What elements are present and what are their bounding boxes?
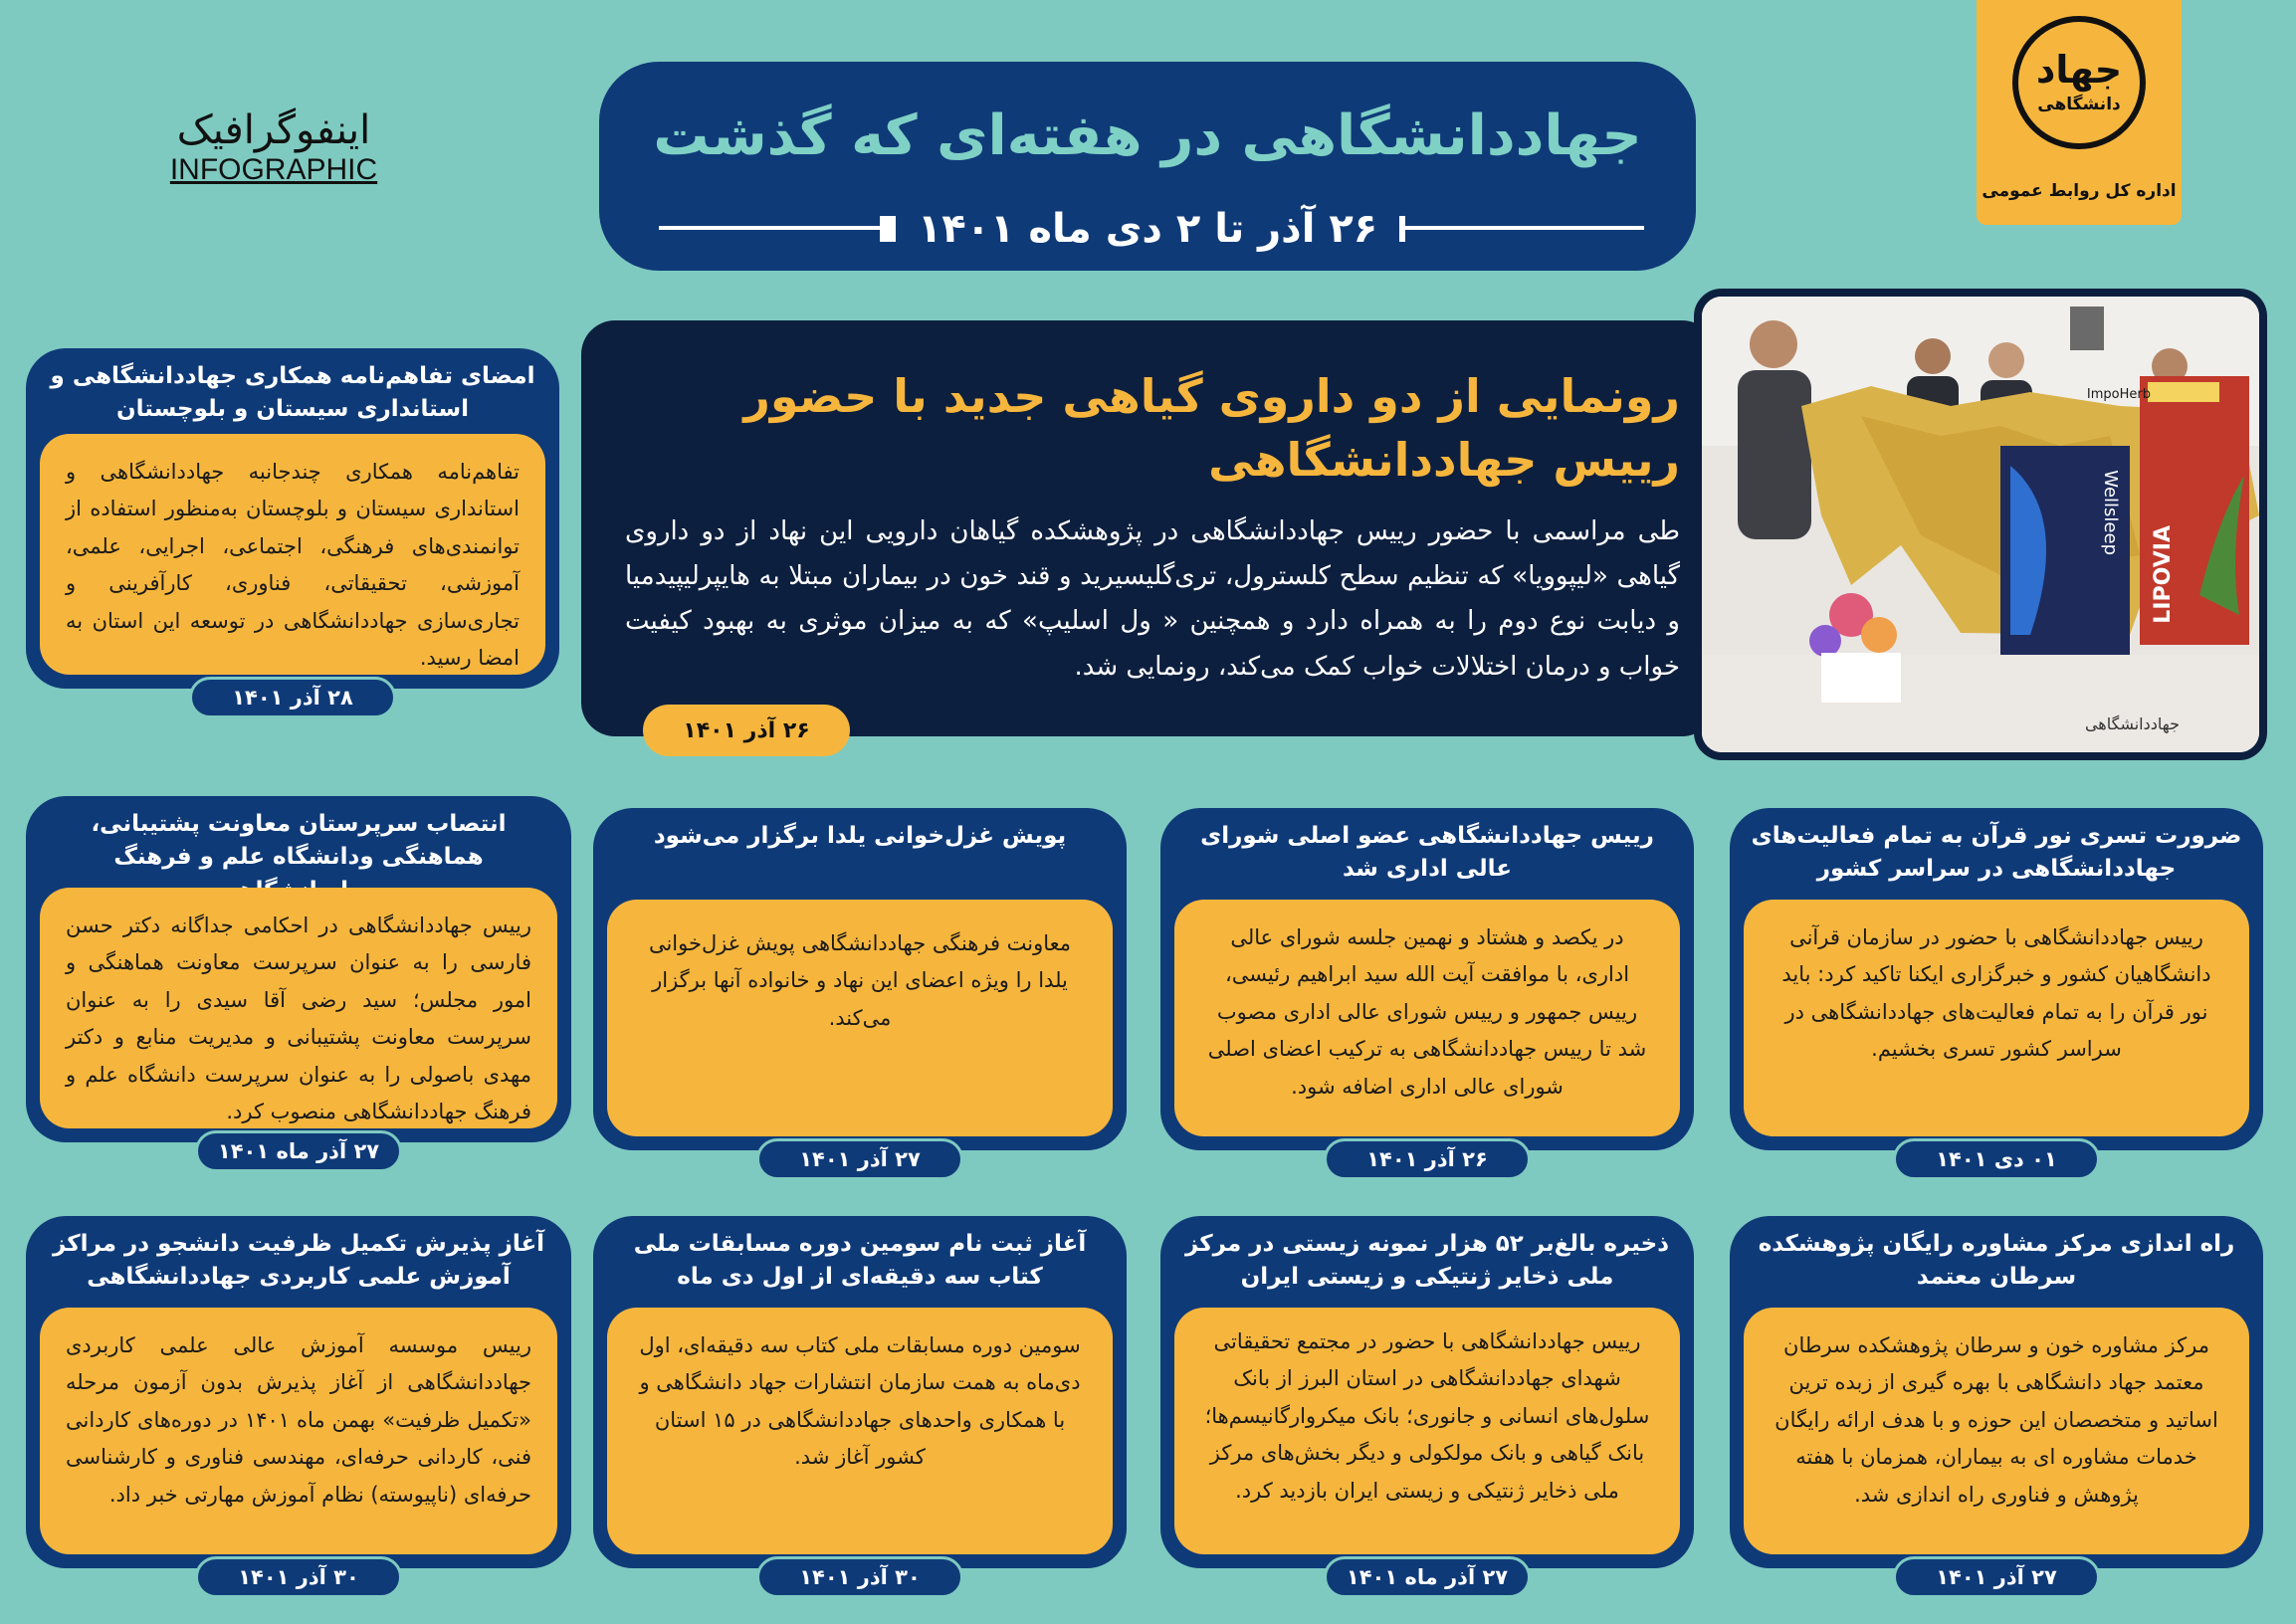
featured-title: رونمایی از دو داروی گیاهی جدید با حضور رییس جهاددانشگاهی	[743, 369, 1680, 488]
photo-watermark: جهاددانشگاهی	[2084, 714, 2180, 733]
news-card-date: ۲۶ آذر ۱۴۰۱	[1324, 1138, 1531, 1180]
news-card	[26, 796, 571, 1163]
news-card-body: رییس جهاددانشگاهی با حضور در سازمان قرآنی دانشگاهیان کشور و خبرگزاری ایکنا تاکید کرد: باید نور قرآن را به تمام فعالیت‌های جهاددانشگاهی در سراسر کشور تسری بخشیم.	[1744, 900, 2249, 1136]
news-card	[1160, 808, 1694, 1171]
news-card	[1160, 1216, 1694, 1589]
news-card-date: ۳۰ آذر ۱۴۰۱	[195, 1556, 402, 1598]
news-card-title: ذخیره بالغ‌بر ۵۲ هزار نمونه زیستی در مرکز ملی ذخایر ژنتیکی و زیستی ایران	[1184, 1231, 1669, 1291]
news-card	[593, 1216, 1127, 1589]
news-card-body: در یکصد و هشتاد و نهمین جلسه شورای عالی اداری، با موافقت آیت الله سید ابراهیم رئیسی، رییس جمهور و رییس شورای عالی اداری مصوب شد تا رییس جهاددانشگاهی به ترکیب اعضای اصلی شورای عالی اداری اضافه شود.	[1174, 900, 1680, 1136]
logo-main-text: جهاد	[2035, 48, 2123, 92]
news-card-date: ۲۷ آذر ماه ۱۴۰۱	[195, 1130, 402, 1172]
news-card-title: آغاز پذیرش تکمیل ظرفیت دانشجو در مراکز آموزش علمی کاربردی جهاددانشگاهی	[52, 1231, 545, 1291]
news-card-body: رییس جهاددانشگاهی در احکامی جداگانه دکتر حسن فارسی را به عنوان سرپرست معاونت هماهنگی و امور مجلس؛ سید رضی آقا سیدی را به عنوان سرپرست معاونت پشتیبانی و مدیریت منابع و دکتر مهدی باصولی را به عنوان سرپرست دانشگاه علم و فرهنگ جهاددانشگاهی منصوب کرد.	[40, 888, 557, 1128]
news-card	[1730, 1216, 2263, 1589]
news-card-title: پویش غزل‌خوانی یلدا برگزار می‌شود	[653, 823, 1067, 849]
logo-emblem	[2012, 16, 2146, 149]
news-card-body: مرکز مشاوره خون و سرطان پژوهشکده سرطان معتمد جهاد دانشگاهی با بهره گیری از زبده ترین اساتید و متخصصان این حوزه و با هدف ارائه رایگان خدمات مشاوره ای به بیماران، همزمان با هفته پژوهش و فناوری راه اندازی شد.	[1744, 1308, 2249, 1554]
news-card-date: ۲۷ آذر ۱۴۰۱	[756, 1138, 963, 1180]
news-card-title: راه اندازی مرکز مشاوره رایگان پژوهشکده سرطان معتمد	[1758, 1231, 2235, 1291]
page-title: جهاددانشگاهی در هفته‌ای که گذشت	[653, 103, 1642, 168]
logo-sub-text: دانشگاهی	[2037, 95, 2121, 114]
news-card	[26, 348, 559, 710]
news-card-body: تفاهم‌نامه همکاری چندجانبه جهاددانشگاهی و استانداری سیستان و بلوچستان به‌منظور استفاده از توانمندی‌های فرهنگی، اجتماعی، اجرایی، علمی، آموزشی، تحقیقاتی، فناوری، کارآفرینی و تجاری‌سازی جهاددانشگاهی در توسعه این استان به امضا رسید.	[40, 434, 545, 675]
product-brand-label: ImpoHerb	[2086, 387, 2151, 402]
news-card-title: انتصاب سرپرستان معاونت پشتیبانی، هماهنگی ودانشگاه علم و فرهنگ	[91, 811, 507, 871]
infographic-label-en: INFOGRAPHIC	[169, 153, 378, 186]
news-card-title: رییس جهاددانشگاهی عضو اصلی شورای عالی اداری شد	[1200, 823, 1654, 883]
news-card-title: ضرورت تسری نور قرآن به تمام فعالیت‌های جهاددانشگاهی در سراسر کشور	[1751, 823, 2242, 883]
news-card-body: رییس موسسه آموزش عالی علمی کاربردی جهاددانشگاهی از آغاز پذیرش بدون آزمون مرحله «تکمیل ظرفیت» بهمن ماه ۱۴۰۱ در دوره‌های کاردانی فنی، کاردانی حرفه‌ای، مهندسی فناوری و کارشناسی حرفه‌ای (ناپیوسته) نظام آموزش مهارتی خبر داد.	[40, 1308, 557, 1554]
organization-logo-panel	[1977, 0, 2182, 225]
infographic-label-fa: اینفوگرافیک	[176, 107, 371, 153]
logo-caption: اداره کل روابط عمومی	[1982, 181, 2177, 201]
unveiling-photo-illustration	[1702, 297, 2259, 752]
news-card-body: معاونت فرهنگی جهاددانشگاهی پویش غزل‌خوانی یلدا را ویژه اعضای این نهاد و خانواده آنها برگزار می‌کند.	[607, 900, 1113, 1136]
page-header	[599, 62, 1696, 271]
featured-body: طی مراسمی با حضور رییس جهاددانشگاهی در پژوهشکده گیاهان دارویی این نهاد از دو داروی گیاهی «لیپوویا» که تنظیم سطح کلسترول، تری‌گلیسیرید و قند خون در بیماران مبتلا به هایپرلیپیدمیا و دیابت نوع دوم را به همراه دارد و همچنین « ول اسلیپ» که به میزان موثری به بهبود کیفیت خواب و درمان اختلالات خواب کمک می‌کند، رونمایی شد.	[625, 516, 1680, 682]
product-box-label-2: LIPOVIA	[2151, 525, 2176, 624]
date-range-bar	[599, 199, 1696, 259]
news-card-date: ۲۷ آذر ۱۴۰۱	[1893, 1556, 2100, 1598]
product-box-label-1: Wellsleep	[2100, 470, 2121, 555]
date-range: ۲۶ آذر تا ۲ دی ماه ۱۴۰۱	[896, 206, 1399, 252]
news-card-date: ۳۰ آذر ۱۴۰۱	[756, 1556, 963, 1598]
news-card-date: ۲۷ آذر ماه ۱۴۰۱	[1324, 1556, 1531, 1598]
featured-story	[581, 320, 1716, 743]
news-card-date: ۰۱ دی ۱۴۰۱	[1893, 1138, 2100, 1180]
featured-date: ۲۶ آذر ۱۴۰۱	[643, 705, 850, 756]
news-card	[26, 1216, 571, 1589]
featured-photo	[1694, 289, 2267, 760]
infographic-label	[154, 107, 393, 187]
news-card-date: ۲۸ آذر ۱۴۰۱	[189, 677, 396, 718]
news-card	[1730, 808, 2263, 1171]
news-card-body: سومین دوره مسابقات ملی کتاب سه دقیقه‌ای، اول دی‌ماه به همت سازمان انتشارات جهاد دانشگاهی و با همکاری واحدهای جهاددانشگاهی در ۱۵ استان کشور آغاز شد.	[607, 1308, 1113, 1554]
news-card-title: آغاز ثبت نام سومین دوره مسابقات ملی کتاب سه دقیقه‌ای از اول دی ماه	[633, 1231, 1087, 1291]
news-card-title: امضای تفاهم‌نامه همکاری جهاددانشگاهی و استانداری سیستان و بلوچستان	[50, 363, 535, 423]
news-card	[593, 808, 1127, 1171]
news-card-body: رییس جهاددانشگاهی با حضور در مجتمع تحقیقاتی شهدای جهاددانشگاهی در استان البرز از بانک سلول‌های انسانی و جانوری؛ بانک میکروارگانیسم‌ها؛ بانک گیاهی و بانک مولکولی و دیگر بخش‌های مرکز ملی ذخایر ژنتیکی و زیستی ایران بازدید کرد.	[1174, 1308, 1680, 1554]
